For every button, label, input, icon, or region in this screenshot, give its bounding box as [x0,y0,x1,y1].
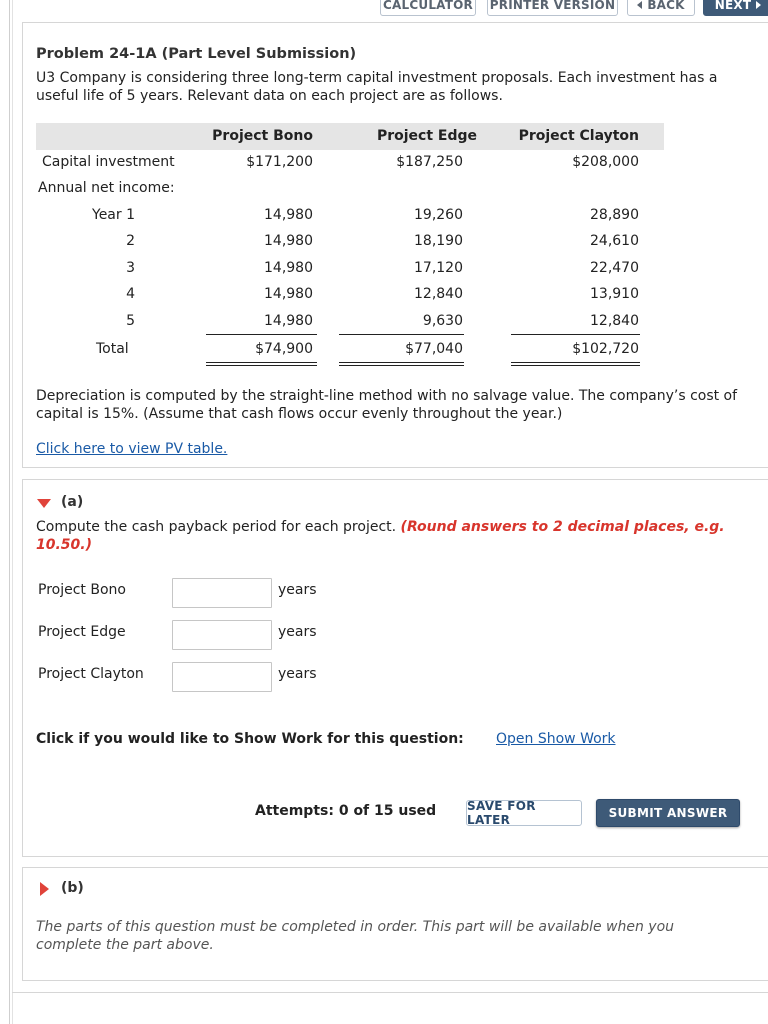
year-label: 2 [126,233,135,249]
page-left-border-inner [12,0,13,1024]
total-double-rule-edge [339,362,464,366]
unit-label-clayton: years [278,666,317,682]
capital-investment-bono: $171,200 [246,154,313,170]
rounding-hint: (Round answers to 2 decimal places, e.g. 10.50.) [36,519,725,553]
year-value-edge: 17,120 [414,260,463,276]
year-label: 4 [126,286,135,302]
unit-label-edge: years [278,624,317,640]
answer-label-clayton: Project Clayton [38,666,144,682]
answer-label-edge: Project Edge [38,624,126,640]
bottom-divider [12,992,768,993]
column-header-clayton: Project Clayton [518,128,639,144]
column-header-bono: Project Bono [212,128,313,144]
year-value-clayton: 28,890 [590,207,639,223]
submit-answer-label: SUBMIT ANSWER [608,806,728,820]
annual-net-income-label: Annual net income: [38,180,175,196]
capital-investment-label: Capital investment [42,154,175,170]
show-work-prompt: Click if you would like to Show Work for this question: [36,731,464,747]
back-arrow-icon [637,1,642,9]
part-a-question [36,518,756,554]
page-left-border [9,0,10,1024]
top-toolbar [0,0,768,18]
year-value-edge: 19,260 [414,207,463,223]
depreciation-note: Depreciation is computed by the straight-line method with no salvage value. The company’s cost of capital is 15%. (Assume that cash flows occur evenly throughout the year.) [36,388,738,422]
total-double-rule-clayton [511,362,640,366]
capital-investment-edge: $187,250 [396,154,463,170]
calculator-label: CALCULATOR [383,0,473,12]
year-value-clayton: 13,910 [590,286,639,302]
payback-input-bono[interactable] [172,578,272,608]
year-label: Year 1 [92,207,135,223]
year-value-clayton: 12,840 [590,313,639,329]
year-value-edge: 18,190 [414,233,463,249]
save-for-later-label: SAVE FOR LATER [467,799,536,827]
year-value-bono: 14,980 [264,233,313,249]
printer-version-label: PRINTER VERSION [489,0,616,12]
year-value-edge: 9,630 [422,313,463,329]
total-clayton: $102,720 [572,341,639,357]
collapse-caret-icon[interactable] [37,499,51,508]
subtotal-rule-clayton [511,334,640,335]
part-a-panel [22,479,768,857]
next-label: NEXT [714,0,752,12]
year-value-clayton: 22,470 [590,260,639,276]
total-double-rule-bono [206,362,317,366]
year-value-bono: 14,980 [264,286,313,302]
question-text: Compute the cash payback period for each project. [36,519,397,535]
subtotal-rule-bono [206,334,317,335]
unit-label-bono: years [278,582,317,598]
next-button[interactable] [703,0,768,16]
year-value-edge: 12,840 [414,286,463,302]
column-header-edge: Project Edge [376,128,477,144]
year-label: 3 [126,260,135,276]
year-label: 5 [126,313,135,329]
attempts-counter: Attempts: 0 of 15 used [255,803,437,819]
back-label: BACK [647,0,685,12]
payback-input-edge[interactable] [172,620,272,650]
submit-answer-button[interactable] [596,799,740,827]
problem-description: U3 Company is considering three long-term capital investment proposals. Each investment has a useful life of 5 years. Relevant data on each project are as follows. [36,70,718,104]
year-value-bono: 14,980 [264,260,313,276]
problem-title: Problem 24-1A (Part Level Submission) [36,46,357,62]
part-b-panel [22,867,768,981]
expand-caret-icon[interactable] [40,882,49,896]
payback-input-clayton[interactable] [172,662,272,692]
open-show-work-link[interactable]: Open Show Work [496,731,616,747]
back-button[interactable] [627,0,695,16]
part-a-label: (a) [61,494,84,510]
part-b-locked-message: The parts of this question must be completed in order. This part will be available when you complete the part above. [36,919,675,953]
calculator-button[interactable] [380,0,476,16]
next-arrow-icon [756,1,761,9]
problem-panel [22,22,768,468]
pv-table-link[interactable]: Click here to view PV table. [36,441,228,457]
answer-label-bono: Project Bono [38,582,126,598]
printer-version-button[interactable] [487,0,618,16]
year-value-bono: 14,980 [264,313,313,329]
total-edge: $77,040 [405,341,463,357]
part-b-label: (b) [61,880,84,896]
total-bono: $74,900 [255,341,313,357]
save-for-later-button[interactable] [466,800,582,826]
capital-investment-clayton: $208,000 [572,154,639,170]
year-value-clayton: 24,610 [590,233,639,249]
total-label: Total [96,341,129,357]
subtotal-rule-edge [339,334,464,335]
year-value-bono: 14,980 [264,207,313,223]
